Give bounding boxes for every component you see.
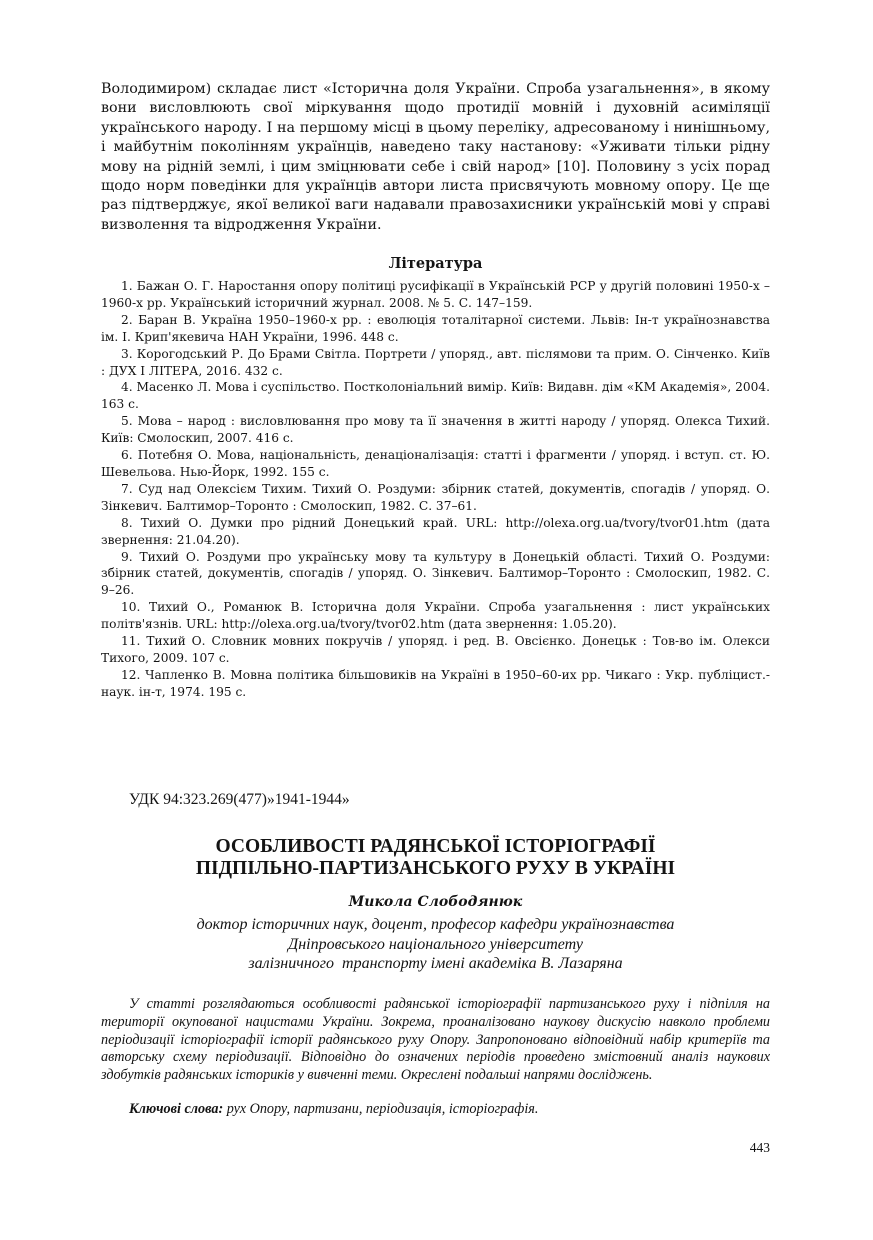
udc-code: УДК 94:323.269(477)»1941-1944» bbox=[129, 791, 350, 808]
keywords-label: Ключові слова: bbox=[129, 1101, 224, 1117]
reference-item: 9. Тихий О. Роздуми про українську мову та культуру в Донецькій області. Тихий О. Роздуми: збірник статей, документів, спогадів / упоряд. О. Зінкевич. Балтимор–Торонто : Смолоскип, 1982. С. 9–26. bbox=[101, 549, 770, 598]
author-name: Микола Слободянюк bbox=[348, 894, 523, 910]
reference-item: 1. Бажан О. Г. Наростання опору політиці русифікації в Українській РСР у другій половині 1950-х – 1960-х рр. Український історичний журнал. 2008. № 5. С. 147–159. bbox=[101, 279, 770, 310]
reference-item: 12. Чапленко В. Мовна політика більшовиків на Україні в 1950–60-их рр. Чикаго : Укр. публіцист.-наук. ін-т, 1974. 195 с. bbox=[101, 667, 770, 699]
reference-item: 4. Масенко Л. Мова і суспільство. Постколоніальний вимір. Київ: Видавн. дім «КМ Академія», 2004. 163 с. bbox=[101, 380, 770, 412]
affiliation-line-2: Дніпровського національного університету bbox=[288, 935, 583, 953]
author-affiliation bbox=[101, 915, 770, 974]
affiliation-line-3: залізничного транспорту імені академіка В. Лазаряна bbox=[248, 955, 623, 972]
keywords-text: рух Опору, партизани, періодизація, історіографія. bbox=[223, 1101, 539, 1117]
affiliation-line-1: доктор історичних наук, доцент, професор кафедри українознавства bbox=[196, 916, 675, 933]
reference-list bbox=[101, 278, 770, 701]
keywords bbox=[101, 1101, 770, 1119]
article-title-line-1: ОСОБЛИВОСТІ РАДЯНСЬКОЇ ІСТОРІОГРАФІЇ bbox=[215, 836, 656, 857]
reference-item: 10. Тихий О., Романюк В. Історична доля України. Спроба узагальнення : лист українських політв'язнів. URL: http://olexa.org.ua/tvory/tvor02.htm (дата звернення: 1.05.20). bbox=[101, 600, 770, 632]
reference-item: 6. Потебня О. Мова, національність, денаціоналізація: статті і фрагменти / упоряд. і вступ. ст. Ю. Шевельова. Нью-Йорк, 1992. 155 с. bbox=[101, 448, 770, 479]
intro-paragraph: Володимиром) складає лист «Історична доля України. Спроба узагальнення», в якому вони висловлюють свої міркування щодо протидії мовній і духовній асиміляції українського народу. І на першому місці в цьому переліку, адресованому і нинішньому, і майбутнім поколінням українців, наведено таку настанову: «Уживати тільки рідну мову на рідній землі, і цим зміцнювати себе і свій народ» [10]. Половину з усіх порад щодо норм поведінки для українців автори листа присвячують мовному опору. Це ще раз підтверджує, якої великої ваги надавали правозахисники українській мові у справі визволення та відродження України. bbox=[101, 81, 770, 233]
reference-item: 8. Тихий О. Думки про рідний Донецький край. URL: http://olexa.org.ua/tvory/tvor01.htm (дата звернення: 21.04.20). bbox=[101, 515, 770, 547]
literature-heading: Література bbox=[388, 255, 483, 272]
reference-item: 3. Корогодський Р. До Брами Світла. Портрети / упоряд., авт. післямови та прим. О. Сінченко. Київ : ДУХ І ЛІТЕРА, 2016. 432 с. bbox=[101, 346, 770, 378]
article-title bbox=[101, 836, 770, 880]
page-number: 443 bbox=[749, 1140, 770, 1155]
article-title-line-2: ПІДПІЛЬНО-ПАРТИЗАНСЬКОГО РУХУ В УКРАЇНІ bbox=[195, 858, 676, 879]
reference-item: 5. Мова – народ : висловлювання про мову та її значення в житті народу / упоряд. Олекса Тихий. Київ: Смолоскип, 2007. 416 с. bbox=[101, 414, 770, 446]
abstract: У статті розглядаються особливості радянської історіографії партизанського руху і підпілля на території окупованої нацистами України. Зокрема, проаналізовано наукову дискусію навколо проблеми періодизації історіографії історії радянського руху Опору. Запропоновано відповідний набір критеріїв та авторську схему періодизації. Відповідно до означених періодів проведено змістовний аналіз наукових здобутків радянських істориків у вивченні теми. Окреслені подальші напрями досліджень. bbox=[101, 996, 770, 1084]
reference-item: 11. Тихий О. Словник мовних покручів / упоряд. і ред. В. Овсієнко. Донецьк : Тов-во ім. Олекси Тихого, 2009. 107 с. bbox=[101, 634, 770, 665]
reference-item: 2. Баран В. Україна 1950–1960-х рр. : еволюція тоталітарної системи. Львів: Ін-т українознавства ім. І. Крип'якевича НАН України, 1996. 448 с. bbox=[101, 312, 770, 344]
reference-item: 7. Суд над Олексієм Тихим. Тихий О. Роздуми: збірник статей, документів, спогадів / упоряд. О. Зінкевич. Балтимор–Торонто : Смолоскип, 1982. С. 37–61. bbox=[101, 481, 770, 513]
